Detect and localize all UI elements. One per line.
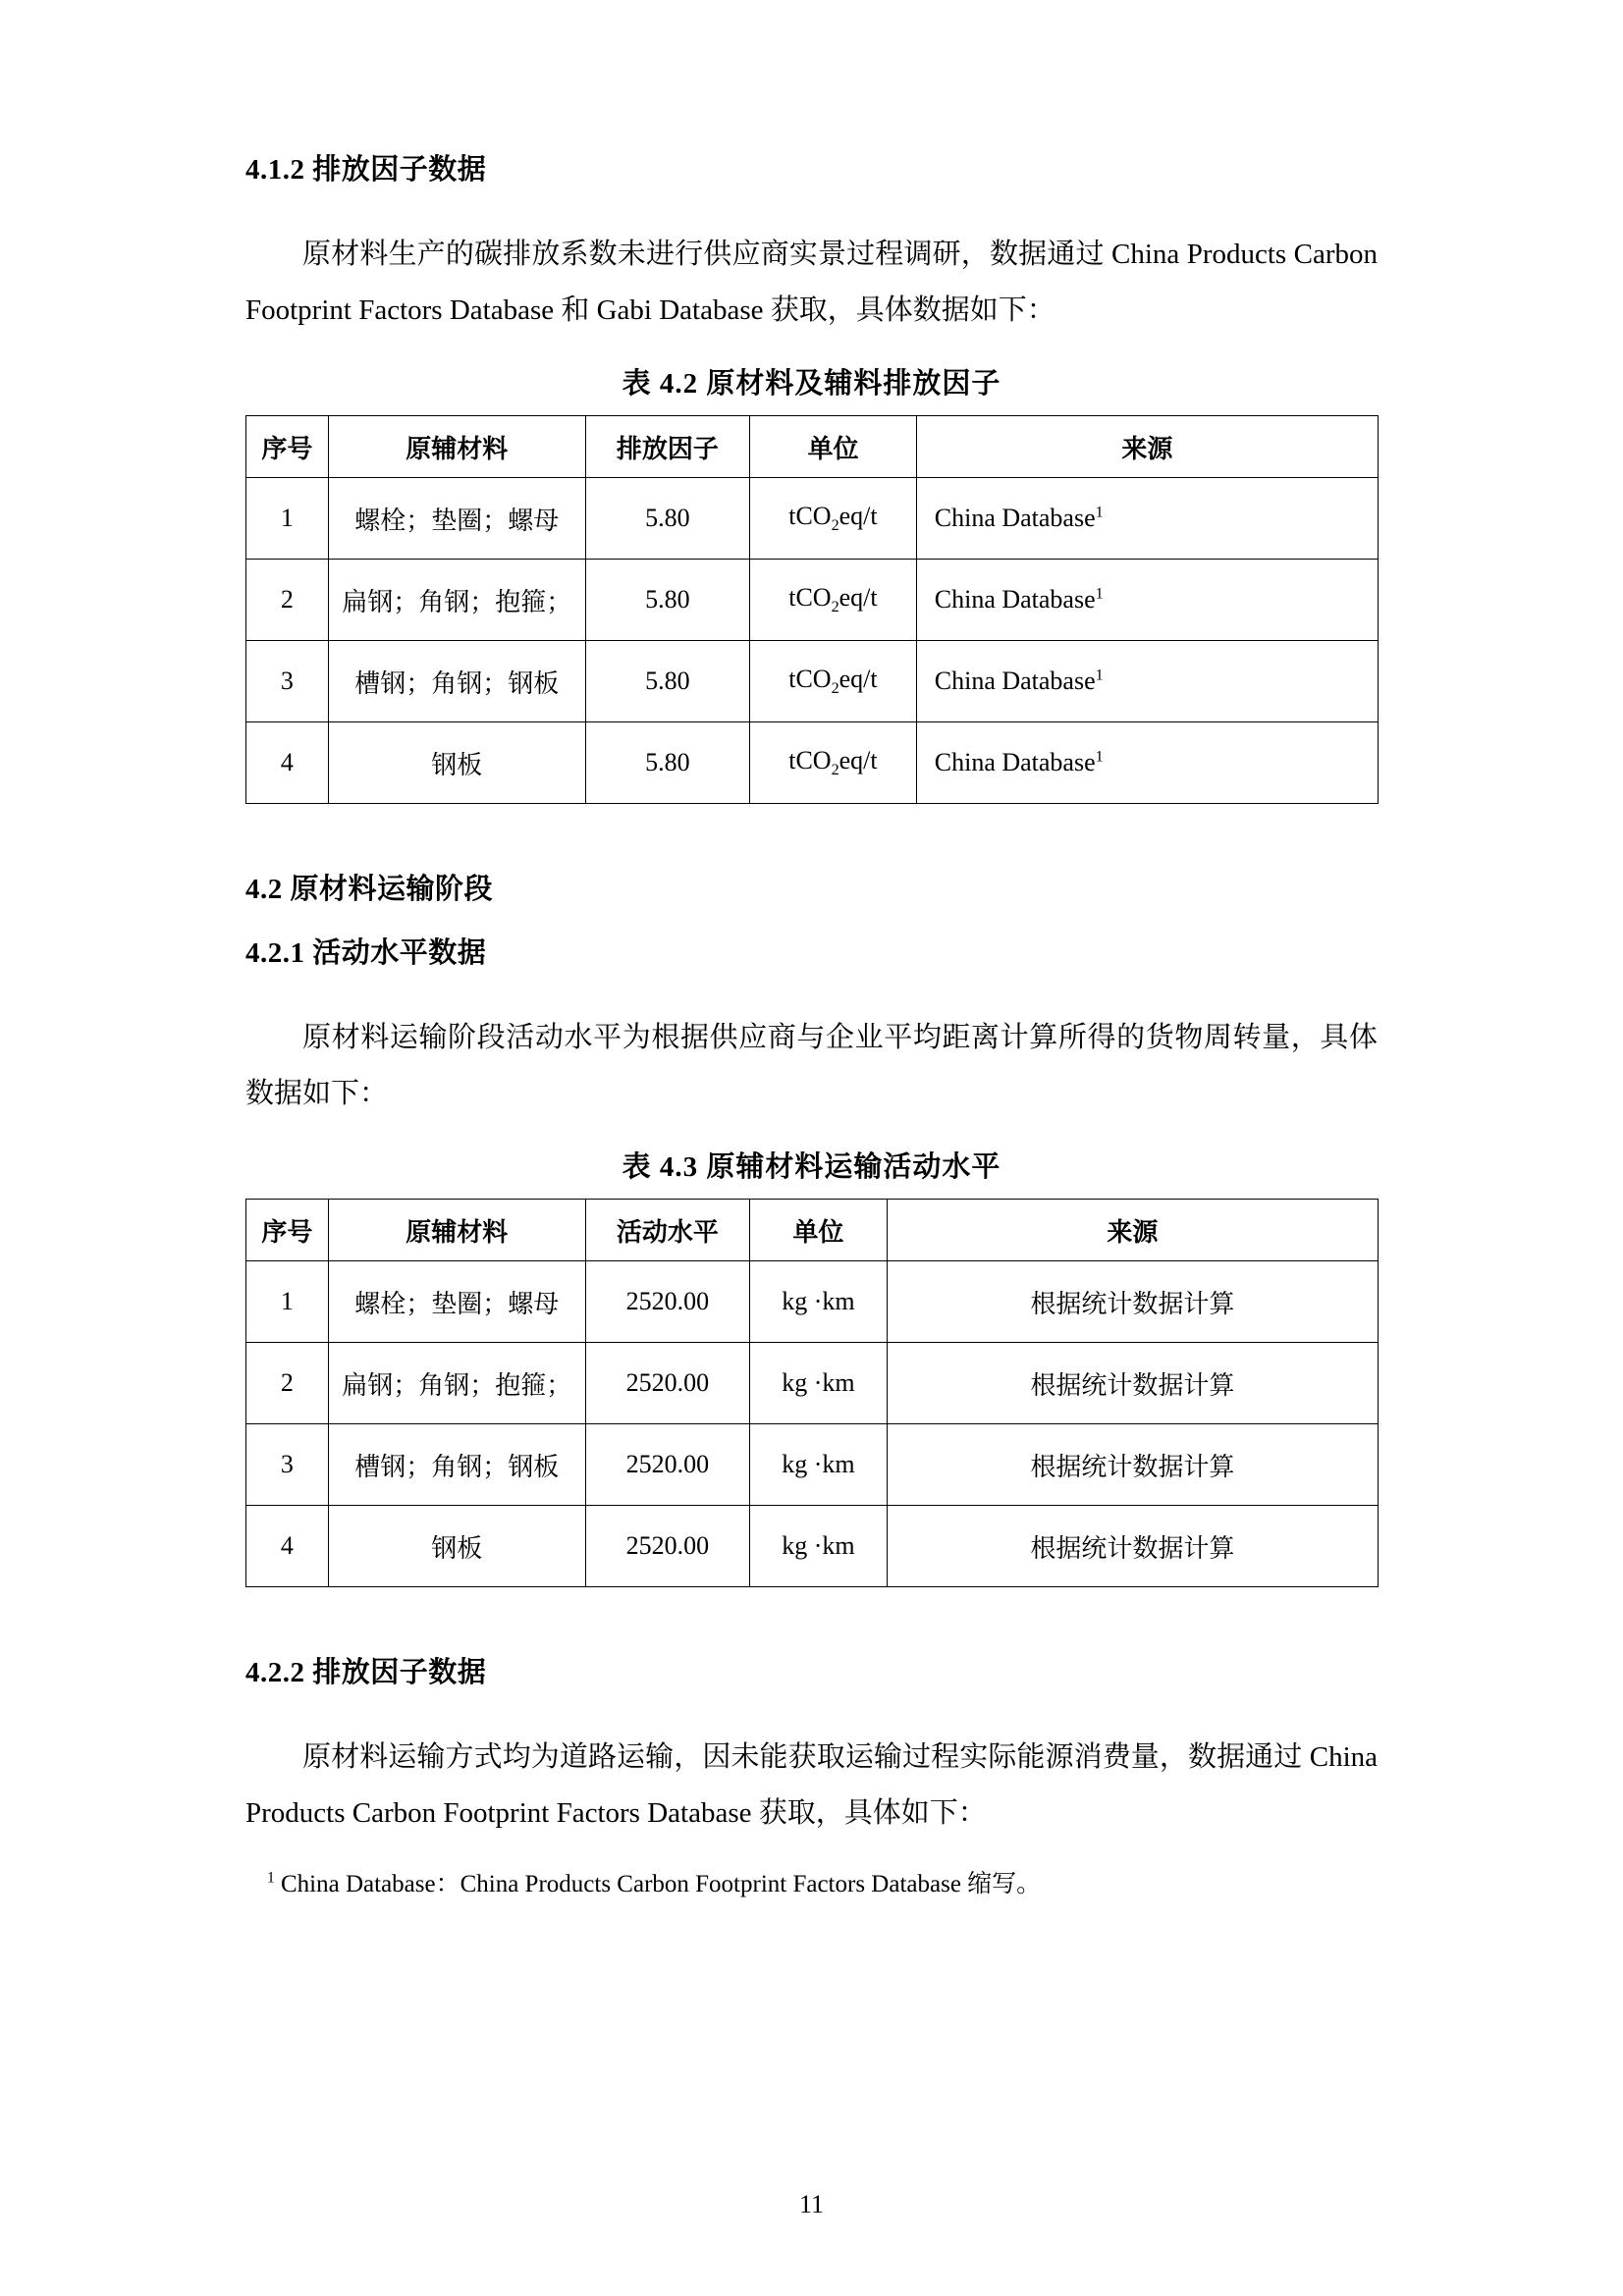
cell-index: 4 (246, 722, 329, 804)
cell-unit: tCO$_2$eq/t (750, 560, 917, 641)
table-4-2 (245, 415, 1379, 804)
cell-index: 4 (246, 1506, 329, 1587)
cell-source: China Database$^1$ (916, 722, 1378, 804)
column-header-unit: 单位 (750, 416, 917, 478)
cell-material: 扁钢；角钢；抱箍； (328, 1343, 585, 1424)
cell-activity-level: 2520.00 (585, 1343, 749, 1424)
cell-source: China Database$^1$ (916, 641, 1378, 722)
column-header-material: 原辅材料 (328, 1200, 585, 1261)
table-row (246, 1424, 1379, 1506)
cell-source: China Database$^1$ (916, 478, 1378, 560)
cell-unit: kg ·km (750, 1343, 888, 1424)
paragraph-4-2-1: 原材料运输阶段活动水平为根据供应商与企业平均距离计算所得的货物周转量，具体数据如下： (245, 1022, 1378, 1109)
cell-unit: tCO$_2$eq/t (750, 641, 917, 722)
column-header-source: 来源 (916, 416, 1378, 478)
cell-unit: tCO$_2$eq/t (750, 478, 917, 560)
table-caption-4-3: 表 4.3 原辅材料运输活动水平 (622, 1151, 1001, 1184)
cell-source: 根据统计数据计算 (887, 1424, 1378, 1506)
paragraph-4-2-2: 原材料运输方式均为道路运输，因未能获取运输过程实际能源消费量，数据通过 China Products Carbon Footprint Factors Database 获取，具体如下： (245, 1741, 1378, 1829)
section-heading-4-1-2: 4.1.2 排放因子数据 (245, 154, 487, 186)
cell-unit: tCO$_2$eq/t (750, 722, 917, 804)
table-row (246, 560, 1379, 641)
cell-unit: kg ·km (750, 1261, 888, 1343)
table-4-3 (245, 1199, 1379, 1587)
cell-material: 螺栓；垫圈；螺母 (328, 478, 585, 560)
cell-material: 槽钢；角钢；钢板 (328, 1424, 585, 1506)
cell-unit: kg ·km (750, 1424, 888, 1506)
column-header-activity-level: 活动水平 (585, 1200, 749, 1261)
cell-unit: kg ·km (750, 1506, 888, 1587)
cell-source: 根据统计数据计算 (887, 1343, 1378, 1424)
column-header-factor: 排放因子 (585, 416, 749, 478)
cell-factor: 5.80 (585, 478, 749, 560)
section-heading-4-2-2: 4.2.2 排放因子数据 (245, 1657, 487, 1689)
cell-source: 根据统计数据计算 (887, 1261, 1378, 1343)
cell-index: 1 (246, 478, 329, 560)
cell-index: 3 (246, 641, 329, 722)
page-number: 11 (798, 2190, 825, 2218)
cell-index: 1 (246, 1261, 329, 1343)
paragraph-4-1-2: 原材料生产的碳排放系数未进行供应商实景过程调研，数据通过 China Products Carbon Footprint Factors Database 和 Gabi Database 获取，具体数据如下： (245, 239, 1378, 326)
cell-material: 钢板 (328, 1506, 585, 1587)
column-header-index: 序号 (246, 416, 329, 478)
cell-activity-level: 2520.00 (585, 1506, 749, 1587)
table-row (246, 641, 1379, 722)
section-heading-4-2: 4.2 原材料运输阶段 (245, 874, 494, 906)
cell-factor: 5.80 (585, 560, 749, 641)
column-header-source: 来源 (887, 1200, 1378, 1261)
cell-factor: 5.80 (585, 641, 749, 722)
column-header-material: 原辅材料 (328, 416, 585, 478)
cell-material: 螺栓；垫圈；螺母 (328, 1261, 585, 1343)
table-row (246, 478, 1379, 560)
cell-source: China Database$^1$ (916, 560, 1378, 641)
column-header-index: 序号 (246, 1200, 329, 1261)
table-header-row (246, 1200, 1379, 1261)
cell-material: 钢板 (328, 722, 585, 804)
table-caption-4-2: 表 4.2 原材料及辅料排放因子 (622, 368, 1001, 400)
table-row (246, 1261, 1379, 1343)
column-header-unit: 单位 (750, 1200, 888, 1261)
table-row (246, 722, 1379, 804)
cell-index: 3 (246, 1424, 329, 1506)
cell-factor: 5.80 (585, 722, 749, 804)
footnote: $^1$ China Database：China Products Carbon Footprint Factors Database 缩写。 (267, 1869, 1042, 1898)
table-row (246, 1343, 1379, 1424)
table-header-row (246, 416, 1379, 478)
section-heading-4-2-1: 4.2.1 活动水平数据 (245, 937, 487, 970)
cell-material: 扁钢；角钢；抱箍； (328, 560, 585, 641)
cell-index: 2 (246, 560, 329, 641)
cell-source: 根据统计数据计算 (887, 1506, 1378, 1587)
cell-activity-level: 2520.00 (585, 1261, 749, 1343)
table-row (246, 1506, 1379, 1587)
cell-material: 槽钢；角钢；钢板 (328, 641, 585, 722)
cell-activity-level: 2520.00 (585, 1424, 749, 1506)
cell-index: 2 (246, 1343, 329, 1424)
